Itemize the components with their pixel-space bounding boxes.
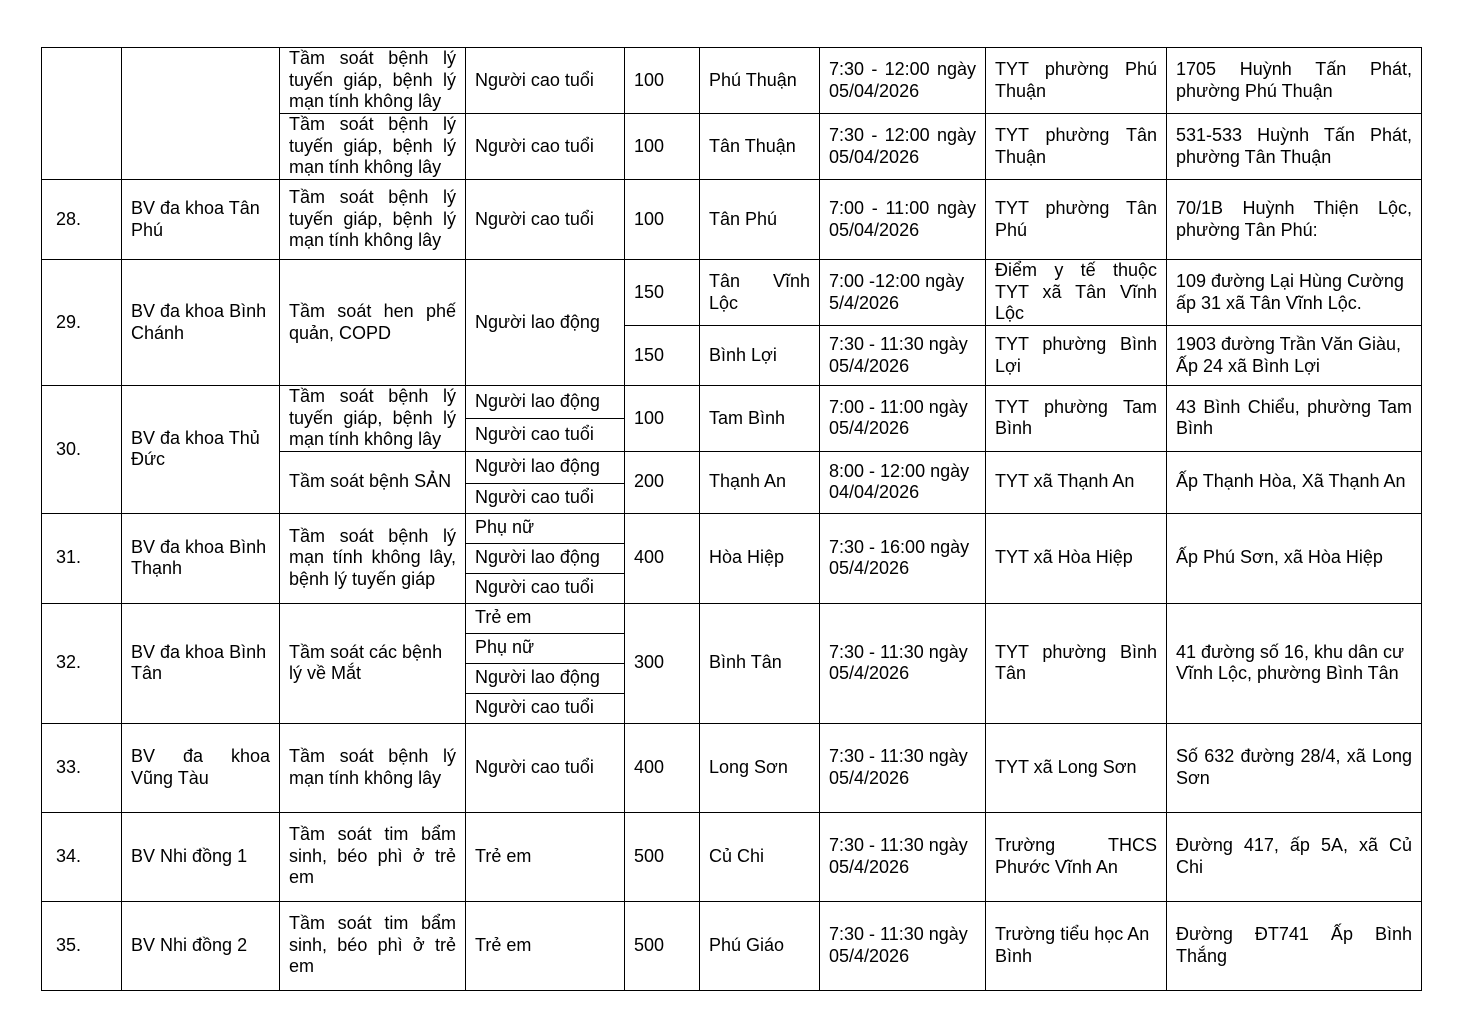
time-cell: 7:00 - 11:00 ngày 05/04/2026 — [820, 180, 986, 260]
time-cell: 7:30 - 12:00 ngày 05/04/2026 — [820, 114, 986, 180]
target-cell: Người cao tuổi — [466, 180, 625, 260]
table-row — [42, 386, 1422, 419]
quantity-cell: 150 — [625, 326, 700, 386]
address-cell: Số 632 đường 28/4, xã Long Sơn — [1167, 723, 1422, 812]
quantity-cell: 100 — [625, 48, 700, 114]
program-cell: Tầm soát bệnh lý mạn tính không lây — [280, 723, 466, 812]
ward-cell: Thạnh An — [700, 451, 820, 513]
program-cell: Tầm soát bệnh lý tuyến giáp, bệnh lý mạn tính không lây — [280, 114, 466, 180]
target-cell: Người cao tuổi — [466, 693, 625, 723]
ward-cell: Tân Phú — [700, 180, 820, 260]
program-cell: Tầm soát bệnh lý tuyến giáp, bệnh lý mạn tính không lây — [280, 180, 466, 260]
time-cell: 7:30 - 11:30 ngày 05/4/2026 — [820, 812, 986, 901]
place-cell: TYT phường Tân Phú — [986, 180, 1167, 260]
quantity-cell: 400 — [625, 723, 700, 812]
address-cell: 531-533 Huỳnh Tấn Phát, phường Tân Thuận — [1167, 114, 1422, 180]
address-cell: 70/1B Huỳnh Thiện Lộc, phường Tân Phú: — [1167, 180, 1422, 260]
quantity-cell: 200 — [625, 451, 700, 513]
hospital-cell: BV đa khoa Bình Thạnh — [122, 513, 280, 603]
stt-cell: 34. — [42, 812, 122, 901]
program-cell: Tầm soát tim bẩm sinh, béo phì ở trẻ em — [280, 812, 466, 901]
quantity-cell: 500 — [625, 901, 700, 990]
time-cell: 7:30 - 12:00 ngày 05/04/2026 — [820, 48, 986, 114]
hospital-cell: BV đa khoa Tân Phú — [122, 180, 280, 260]
stt-cell: 33. — [42, 723, 122, 812]
ward-cell: Phú Giáo — [700, 901, 820, 990]
target-cell: Người cao tuổi — [466, 723, 625, 812]
address-cell: 1903 đường Trần Văn Giàu, Ấp 24 xã Bình Lợi — [1167, 326, 1422, 386]
stt-cell: 35. — [42, 901, 122, 990]
stt-cell: 31. — [42, 513, 122, 603]
program-cell: Tầm soát bệnh lý tuyến giáp, bệnh lý mạn tính không lây — [280, 48, 466, 114]
stt-cell — [42, 48, 122, 180]
place-cell: TYT xã Hòa Hiệp — [986, 513, 1167, 603]
target-cell: Người lao động — [466, 543, 625, 573]
program-cell: Tầm soát hen phế quản, COPD — [280, 260, 466, 386]
place-cell: TYT phường Bình Lợi — [986, 326, 1167, 386]
ward-cell: Bình Tân — [700, 603, 820, 723]
quantity-cell: 300 — [625, 603, 700, 723]
address-cell: Đường 417, ấp 5A, xã Củ Chi — [1167, 812, 1422, 901]
ward-cell: Tân Vĩnh Lộc — [700, 260, 820, 326]
program-cell: Tầm soát bệnh lý tuyến giáp, bệnh lý mạn tính không lây — [280, 386, 466, 452]
target-cell: Người cao tuổi — [466, 483, 625, 513]
table-row — [42, 513, 1422, 543]
target-cell: Người cao tuổi — [466, 573, 625, 603]
address-cell: Ấp Thạnh Hòa, Xã Thạnh An — [1167, 451, 1422, 513]
target-cell: Người cao tuổi — [466, 48, 625, 114]
quantity-cell: 500 — [625, 812, 700, 901]
target-cell: Người cao tuổi — [466, 114, 625, 180]
target-cell: Phụ nữ — [466, 513, 625, 543]
address-cell: 1705 Huỳnh Tấn Phát, phường Phú Thuận — [1167, 48, 1422, 114]
program-cell: Tầm soát các bệnh lý về Mắt — [280, 603, 466, 723]
place-cell: Trường THCS Phước Vĩnh An — [986, 812, 1167, 901]
time-cell: 7:30 - 16:00 ngày 05/4/2026 — [820, 513, 986, 603]
address-cell: 41 đường số 16, khu dân cư Vĩnh Lộc, phường Bình Tân — [1167, 603, 1422, 723]
target-cell: Người lao động — [466, 260, 625, 386]
target-cell: Trẻ em — [466, 603, 625, 633]
table-row — [42, 260, 1422, 326]
table-row — [42, 901, 1422, 990]
hospital-cell: BV Nhi đồng 2 — [122, 901, 280, 990]
ward-cell: Phú Thuận — [700, 48, 820, 114]
ward-cell: Củ Chi — [700, 812, 820, 901]
quantity-cell: 400 — [625, 513, 700, 603]
target-cell: Người lao động — [466, 663, 625, 693]
address-cell: Đường ĐT741 Ấp Bình Thắng — [1167, 901, 1422, 990]
stt-cell: 32. — [42, 603, 122, 723]
target-cell: Trẻ em — [466, 812, 625, 901]
address-cell: 109 đường Lại Hùng Cường ấp 31 xã Tân Vĩnh Lộc. — [1167, 260, 1422, 326]
place-cell: TYT phường Bình Tân — [986, 603, 1167, 723]
hospital-cell: BV đa khoa Thủ Đức — [122, 386, 280, 514]
stt-cell: 29. — [42, 260, 122, 386]
schedule-table — [41, 47, 1422, 991]
ward-cell: Tân Thuận — [700, 114, 820, 180]
target-cell: Người lao động — [466, 386, 625, 419]
stt-cell: 28. — [42, 180, 122, 260]
target-cell: Người lao động — [466, 451, 625, 483]
quantity-cell: 150 — [625, 260, 700, 326]
time-cell: 7:00 - 11:00 ngày 05/4/2026 — [820, 386, 986, 452]
ward-cell: Tam Bình — [700, 386, 820, 452]
target-cell: Phụ nữ — [466, 633, 625, 663]
hospital-cell: BV đa khoa Bình Chánh — [122, 260, 280, 386]
quantity-cell: 100 — [625, 386, 700, 452]
time-cell: 7:30 - 11:30 ngày 05/4/2026 — [820, 723, 986, 812]
table-row — [42, 723, 1422, 812]
place-cell: TYT xã Long Sơn — [986, 723, 1167, 812]
place-cell: TYT phường Tam Bình — [986, 386, 1167, 452]
place-cell: TYT xã Thạnh An — [986, 451, 1167, 513]
target-cell: Người cao tuổi — [466, 418, 625, 451]
place-cell: TYT phường Phú Thuận — [986, 48, 1167, 114]
address-cell: 43 Bình Chiểu, phường Tam Bình — [1167, 386, 1422, 452]
ward-cell: Hòa Hiệp — [700, 513, 820, 603]
time-cell: 7:30 - 11:30 ngày 05/4/2026 — [820, 901, 986, 990]
place-cell: Điểm y tế thuộc TYT xã Tân Vĩnh Lộc — [986, 260, 1167, 326]
quantity-cell: 100 — [625, 114, 700, 180]
quantity-cell: 100 — [625, 180, 700, 260]
program-cell: Tầm soát bệnh lý mạn tính không lây, bệnh lý tuyến giáp — [280, 513, 466, 603]
time-cell: 7:30 - 11:30 ngày 05/4/2026 — [820, 603, 986, 723]
address-cell: Ấp Phú Sơn, xã Hòa Hiệp — [1167, 513, 1422, 603]
table-row — [42, 48, 1422, 114]
table-row — [42, 180, 1422, 260]
place-cell: TYT phường Tân Thuận — [986, 114, 1167, 180]
program-cell: Tầm soát bệnh SẢN — [280, 451, 466, 513]
place-cell: Trường tiểu học An Bình — [986, 901, 1167, 990]
target-cell: Trẻ em — [466, 901, 625, 990]
time-cell: 8:00 - 12:00 ngày 04/04/2026 — [820, 451, 986, 513]
hospital-cell: BV đa khoa Vũng Tàu — [122, 723, 280, 812]
stt-cell: 30. — [42, 386, 122, 514]
time-cell: 7:00 -12:00 ngày 5/4/2026 — [820, 260, 986, 326]
table-row — [42, 812, 1422, 901]
hospital-cell: BV đa khoa Bình Tân — [122, 603, 280, 723]
table-row — [42, 603, 1422, 633]
program-cell: Tầm soát tim bẩm sinh, béo phì ở trẻ em — [280, 901, 466, 990]
hospital-cell: BV Nhi đồng 1 — [122, 812, 280, 901]
time-cell: 7:30 - 11:30 ngày 05/4/2026 — [820, 326, 986, 386]
hospital-cell — [122, 48, 280, 180]
ward-cell: Bình Lợi — [700, 326, 820, 386]
ward-cell: Long Sơn — [700, 723, 820, 812]
